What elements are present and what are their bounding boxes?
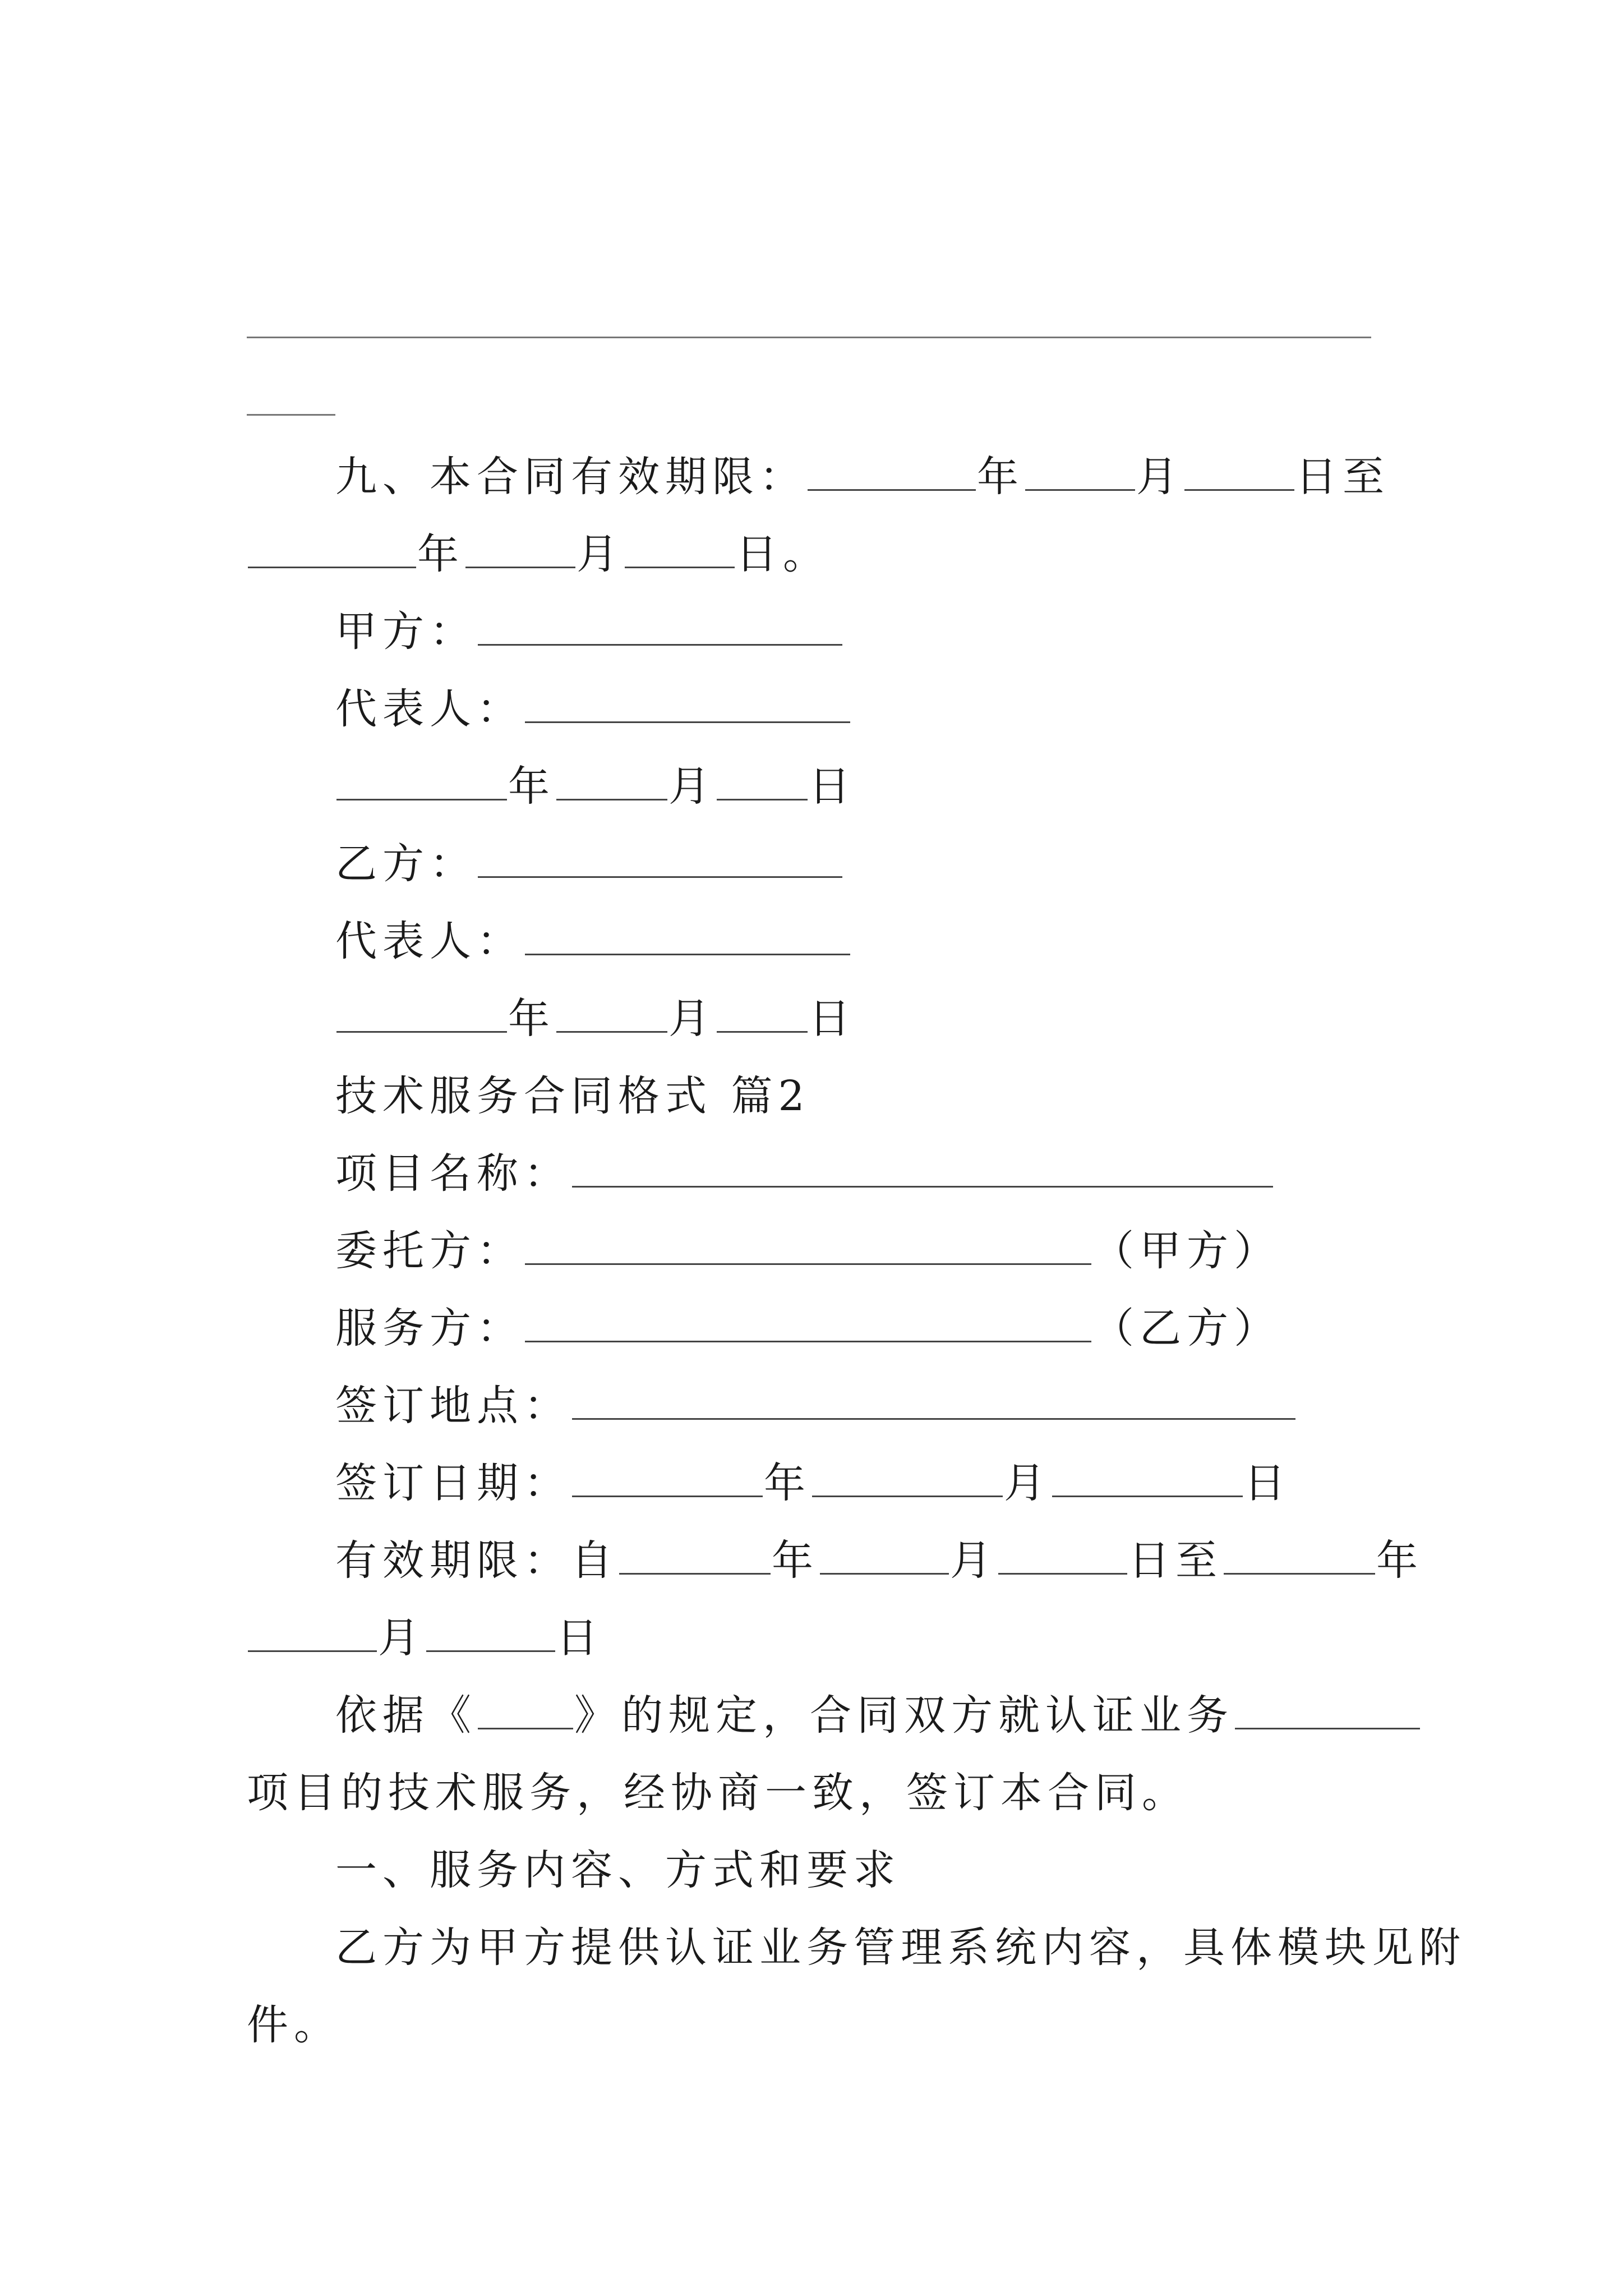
month-text: 月 (577, 530, 624, 578)
blank-field[interactable] (336, 762, 507, 800)
provider-suffix: （乙方） (1092, 1304, 1281, 1352)
provider-label: 服务方： (335, 1304, 524, 1352)
day-end-text: 日 (556, 1614, 603, 1662)
day-end-text: 日。 (736, 530, 830, 578)
year-text: 年 (1376, 1536, 1423, 1585)
party-a-line (335, 604, 843, 660)
party-b-label: 乙方： (335, 840, 477, 888)
blank-field[interactable] (248, 530, 416, 568)
year-text: 年 (417, 530, 464, 578)
project-name-field[interactable] (572, 1149, 1273, 1188)
party-a-rep-field[interactable] (525, 684, 850, 723)
blank-field[interactable] (619, 1536, 771, 1575)
party-b-rep-line (335, 913, 851, 969)
blank-field[interactable] (556, 762, 667, 800)
party-b-rep-label: 代表人： (335, 917, 524, 965)
client-label: 委托方： (335, 1227, 524, 1275)
blank-field[interactable] (808, 452, 976, 491)
day-to-text: 日至 (1295, 453, 1390, 501)
sign-date-label: 签订日期： (335, 1459, 571, 1507)
day-to-text: 日至 (1128, 1536, 1223, 1585)
party-a-rep-label: 代表人： (335, 685, 524, 733)
day-text: 日 (809, 995, 856, 1043)
year-text: 年 (508, 762, 555, 811)
section-title: 技术服务合同格式 篇2 (335, 1072, 810, 1120)
client-field[interactable] (525, 1226, 1091, 1265)
blank-field[interactable] (1184, 452, 1294, 491)
party-b-rep-field[interactable] (525, 917, 850, 955)
month-text: 月 (1004, 1459, 1051, 1507)
project-name-label: 项目名称： (335, 1149, 571, 1198)
blank-field[interactable] (426, 1613, 555, 1652)
sign-place-line (335, 1378, 1297, 1434)
sign-date-line (335, 1455, 1291, 1511)
clause9-line2 (247, 526, 830, 582)
blank-field[interactable] (812, 1458, 1003, 1497)
blank-field[interactable] (717, 994, 808, 1033)
blank-field[interactable] (336, 994, 507, 1033)
provider-line (335, 1300, 1281, 1356)
blank-field[interactable] (717, 762, 808, 800)
item1-body-line2: 件。 (247, 2001, 341, 2049)
law-name-field[interactable] (478, 1691, 573, 1729)
party-b-field[interactable] (478, 839, 842, 878)
blank-field[interactable] (820, 1536, 949, 1575)
validity-line1 (335, 1533, 1423, 1589)
client-suffix: （甲方） (1092, 1227, 1281, 1275)
blank-field[interactable] (556, 994, 667, 1033)
party-a-date-line (335, 758, 856, 815)
blank-field[interactable] (465, 530, 575, 568)
basis-line1 (335, 1687, 1421, 1743)
blank-field[interactable] (572, 1458, 763, 1497)
basis-line2: 项目的技术服务，经协商一致，签订本合同。 (247, 1769, 1189, 1817)
party-b-date-line (335, 991, 856, 1047)
clause9-line1 (335, 449, 1390, 505)
year-text: 年 (977, 453, 1024, 501)
blank-field[interactable] (1025, 452, 1135, 491)
party-a-field[interactable] (478, 607, 842, 646)
blank-field[interactable] (1224, 1536, 1375, 1575)
provider-field[interactable] (525, 1304, 1091, 1342)
business-field[interactable] (1235, 1691, 1420, 1729)
blank-field[interactable] (1052, 1458, 1243, 1497)
blank-field[interactable] (625, 530, 735, 568)
blank-field[interactable] (248, 1613, 377, 1652)
year-text: 年 (508, 995, 555, 1043)
basis-prefix: 依据《 (335, 1691, 477, 1740)
sign-place-field[interactable] (572, 1381, 1295, 1420)
party-a-rep-line (335, 681, 851, 737)
item1-title: 一、服务内容、方式和要求 (335, 1846, 901, 1894)
month-text: 月 (1136, 453, 1183, 501)
year-text: 年 (764, 1459, 811, 1507)
basis-suffix: 》的规定，合同双方就认证业务 (574, 1691, 1234, 1740)
month-text: 月 (668, 995, 716, 1043)
sign-place-label: 签订地点： (335, 1382, 571, 1430)
year-text: 年 (772, 1536, 819, 1585)
client-line (335, 1223, 1281, 1279)
month-text: 月 (378, 1614, 425, 1662)
blank-rule-long (247, 337, 1371, 338)
item1-body-line1: 乙方为甲方提供认证业务管理系统内容，具体模块见附 (335, 1924, 1466, 1972)
validity-line2 (247, 1610, 603, 1666)
month-text: 月 (668, 762, 716, 811)
party-b-line (335, 836, 843, 892)
project-name-line (335, 1145, 1274, 1202)
blank-field[interactable] (998, 1536, 1127, 1575)
blank-rule-short (247, 414, 335, 416)
day-text: 日 (1244, 1459, 1291, 1507)
validity-label: 有效期限：自 (335, 1536, 618, 1585)
clause9-label: 九、本合同有效期限： (335, 453, 806, 501)
party-a-label: 甲方： (335, 608, 477, 656)
day-text: 日 (809, 762, 856, 811)
month-text: 月 (950, 1536, 997, 1585)
